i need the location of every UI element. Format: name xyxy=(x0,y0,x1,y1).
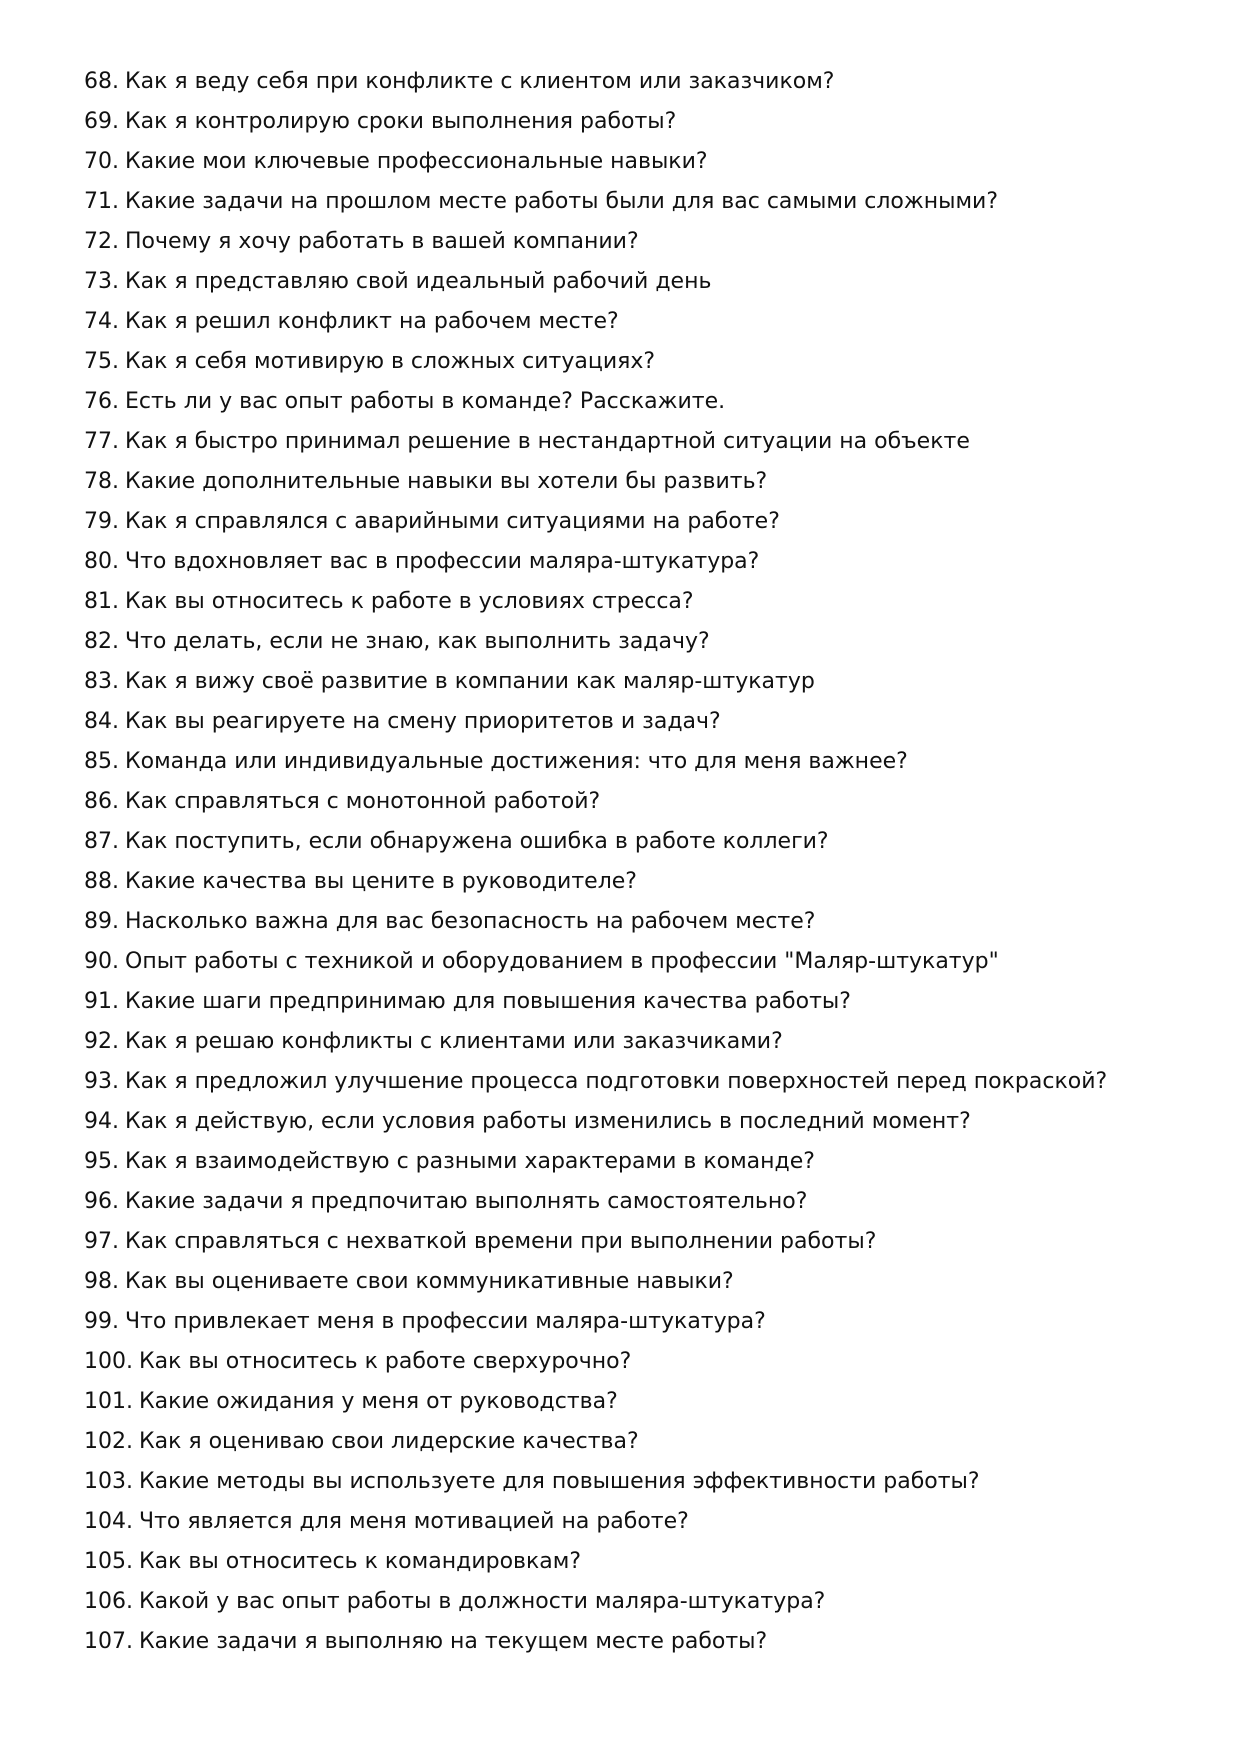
question-item xyxy=(84,1222,1204,1262)
question-text: Как вы оцениваете свои коммуникативные навыки? xyxy=(125,1269,734,1294)
question-text: Как вы относитесь к работе сверхурочно? xyxy=(138,1349,632,1374)
question-number: 87. xyxy=(84,829,119,854)
question-item xyxy=(84,1582,1204,1622)
question-text: Как вы относитесь к командировкам? xyxy=(138,1549,582,1574)
question-item xyxy=(84,822,1204,862)
question-item xyxy=(84,1622,1204,1662)
question-number: 94. xyxy=(84,1109,119,1134)
question-item xyxy=(84,462,1204,502)
question-item xyxy=(84,1022,1204,1062)
question-text: Какие задачи я предпочитаю выполнять самостоятельно? xyxy=(125,1189,808,1214)
question-number: 73. xyxy=(84,269,119,294)
question-number: 70. xyxy=(84,149,119,174)
question-number: 81. xyxy=(84,589,119,614)
question-text: Какие качества вы цените в руководителе? xyxy=(125,869,637,894)
question-text: Как я справлялся с аварийными ситуациями на работе? xyxy=(125,509,780,534)
question-item xyxy=(84,1142,1204,1182)
question-item xyxy=(84,1302,1204,1342)
question-list xyxy=(84,62,1204,1662)
question-text: Как я взаимодействую с разными характерами в команде? xyxy=(125,1149,815,1174)
question-number: 98. xyxy=(84,1269,119,1294)
question-number: 90. xyxy=(84,949,119,974)
question-number: 84. xyxy=(84,709,119,734)
question-text: Почему я хочу работать в вашей компании? xyxy=(125,229,639,254)
question-item xyxy=(84,1182,1204,1222)
question-number: 77. xyxy=(84,429,119,454)
question-number: 97. xyxy=(84,1229,119,1254)
question-item xyxy=(84,1542,1204,1582)
question-text: Как вы реагируете на смену приоритетов и задач? xyxy=(125,709,721,734)
question-text: Какие мои ключевые профессиональные навыки? xyxy=(125,149,708,174)
question-item xyxy=(84,702,1204,742)
question-number: 102. xyxy=(84,1429,133,1454)
question-item xyxy=(84,1382,1204,1422)
question-text: Какие ожидания у меня от руководства? xyxy=(138,1389,618,1414)
question-item xyxy=(84,782,1204,822)
question-item xyxy=(84,1422,1204,1462)
question-text: Опыт работы с техникой и оборудованием в профессии "Маляр-штукатур" xyxy=(125,949,999,974)
question-text: Как я представляю свой идеальный рабочий день xyxy=(125,269,712,294)
question-number: 95. xyxy=(84,1149,119,1174)
question-number: 101. xyxy=(84,1389,133,1414)
question-item xyxy=(84,1342,1204,1382)
question-text: Как я контролирую сроки выполнения работы? xyxy=(125,109,677,134)
question-text: Как я себя мотивирую в сложных ситуациях? xyxy=(125,349,656,374)
question-number: 68. xyxy=(84,69,119,94)
question-text: Как я быстро принимал решение в нестандартной ситуации на объекте xyxy=(125,429,970,454)
question-number: 78. xyxy=(84,469,119,494)
question-text: Что вдохновляет вас в профессии маляра-штукатура? xyxy=(125,549,760,574)
question-number: 82. xyxy=(84,629,119,654)
question-text: Какие методы вы используете для повышения эффективности работы? xyxy=(138,1469,980,1494)
question-item xyxy=(84,182,1204,222)
question-item xyxy=(84,982,1204,1022)
question-number: 80. xyxy=(84,549,119,574)
question-item xyxy=(84,142,1204,182)
question-number: 69. xyxy=(84,109,119,134)
question-item xyxy=(84,262,1204,302)
question-number: 72. xyxy=(84,229,119,254)
question-item xyxy=(84,942,1204,982)
question-item xyxy=(84,662,1204,702)
question-number: 93. xyxy=(84,1069,119,1094)
question-number: 107. xyxy=(84,1629,133,1654)
question-item xyxy=(84,342,1204,382)
question-text: Какие шаги предпринимаю для повышения качества работы? xyxy=(125,989,851,1014)
question-item xyxy=(84,1462,1204,1502)
question-text: Как я решил конфликт на рабочем месте? xyxy=(125,309,619,334)
question-text: Что делать, если не знаю, как выполнить задачу? xyxy=(125,629,710,654)
question-text: Как вы относитесь к работе в условиях стресса? xyxy=(125,589,694,614)
question-item xyxy=(84,1102,1204,1142)
question-item xyxy=(84,902,1204,942)
question-item xyxy=(84,1262,1204,1302)
question-item xyxy=(84,102,1204,142)
question-text: Как я оцениваю свои лидерские качества? xyxy=(138,1429,639,1454)
question-item xyxy=(84,222,1204,262)
question-number: 91. xyxy=(84,989,119,1014)
question-item xyxy=(84,422,1204,462)
question-number: 106. xyxy=(84,1589,133,1614)
question-item xyxy=(84,1062,1204,1102)
question-text: Как поступить, если обнаружена ошибка в работе коллеги? xyxy=(125,829,829,854)
question-number: 104. xyxy=(84,1509,133,1534)
question-item xyxy=(84,542,1204,582)
question-number: 83. xyxy=(84,669,119,694)
question-number: 86. xyxy=(84,789,119,814)
question-number: 92. xyxy=(84,1029,119,1054)
question-text: Как справляться с монотонной работой? xyxy=(125,789,601,814)
question-number: 75. xyxy=(84,349,119,374)
question-number: 76. xyxy=(84,389,119,414)
question-item xyxy=(84,302,1204,342)
question-number: 74. xyxy=(84,309,119,334)
question-text: Что является для меня мотивацией на работе? xyxy=(138,1509,689,1534)
question-text: Как справляться с нехваткой времени при выполнении работы? xyxy=(125,1229,877,1254)
question-item xyxy=(84,382,1204,422)
question-text: Что привлекает меня в профессии маляра-штукатура? xyxy=(125,1309,766,1334)
question-number: 89. xyxy=(84,909,119,934)
question-number: 103. xyxy=(84,1469,133,1494)
question-number: 85. xyxy=(84,749,119,774)
question-text: Какой у вас опыт работы в должности маляра-штукатура? xyxy=(138,1589,826,1614)
question-item xyxy=(84,742,1204,782)
question-text: Команда или индивидуальные достижения: что для меня важнее? xyxy=(125,749,908,774)
question-number: 88. xyxy=(84,869,119,894)
question-text: Как я веду себя при конфликте с клиентом или заказчиком? xyxy=(125,69,835,94)
question-number: 105. xyxy=(84,1549,133,1574)
question-item xyxy=(84,862,1204,902)
question-text: Как я решаю конфликты с клиентами или заказчиками? xyxy=(125,1029,783,1054)
question-number: 99. xyxy=(84,1309,119,1334)
question-number: 79. xyxy=(84,509,119,534)
question-text: Какие задачи на прошлом месте работы были для вас самыми сложными? xyxy=(125,189,999,214)
question-item xyxy=(84,622,1204,662)
question-text: Как я действую, если условия работы изменились в последний момент? xyxy=(125,1109,971,1134)
question-text: Есть ли у вас опыт работы в команде? Расскажите. xyxy=(125,389,726,414)
question-text: Какие дополнительные навыки вы хотели бы развить? xyxy=(125,469,768,494)
question-number: 71. xyxy=(84,189,119,214)
question-item xyxy=(84,62,1204,102)
question-item xyxy=(84,502,1204,542)
question-item xyxy=(84,582,1204,622)
question-text: Насколько важна для вас безопасность на рабочем месте? xyxy=(125,909,816,934)
question-text: Как я вижу своё развитие в компании как маляр-штукатур xyxy=(125,669,815,694)
question-number: 96. xyxy=(84,1189,119,1214)
question-item xyxy=(84,1502,1204,1542)
question-text: Какие задачи я выполняю на текущем месте работы? xyxy=(138,1629,768,1654)
question-text: Как я предложил улучшение процесса подготовки поверхностей перед покраской? xyxy=(125,1069,1108,1094)
question-number: 100. xyxy=(84,1349,133,1374)
